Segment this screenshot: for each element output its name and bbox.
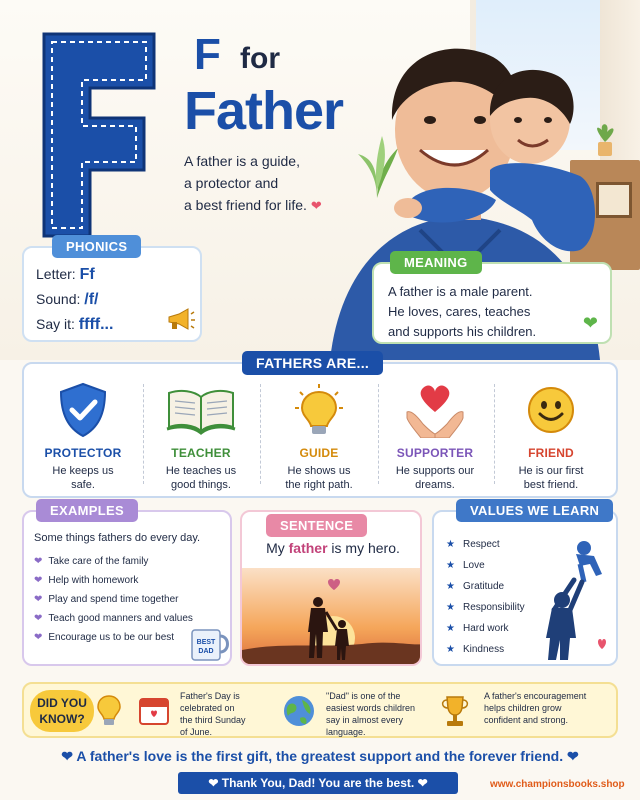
fathers-item-desc-line: He shows us [287, 465, 351, 477]
heart-icon: ❤ [310, 198, 322, 213]
examples-item-text: Encourage us to be our best [48, 632, 175, 643]
star-icon: ★ [446, 644, 455, 655]
smiley-icon [526, 385, 576, 435]
fact-line: say in almost every [326, 715, 404, 725]
lightbulb-icon [96, 694, 122, 728]
closing-message [0, 748, 640, 765]
heart-bullet-icon: ❤ [34, 556, 43, 567]
divider [143, 384, 144, 484]
meaning-heading: MEANING [390, 251, 482, 274]
divider [494, 384, 495, 484]
globe-icon [282, 694, 316, 728]
heart-bullet-icon: ❤ [34, 594, 43, 605]
heart-icon: ❤ [61, 748, 74, 764]
tagline-line-text: a best friend for life. [184, 197, 307, 213]
examples-heading: EXAMPLES [36, 499, 138, 522]
shield-icon [58, 382, 108, 438]
heart-bullet-icon: ❤ [34, 632, 43, 643]
divider [260, 384, 261, 484]
fathers-item-name: TEACHER [171, 446, 231, 460]
star-icon: ★ [446, 581, 455, 592]
fact-encouragement [484, 690, 586, 726]
heart-icon: ❤ [208, 776, 219, 790]
values-item-text: Respect [462, 539, 500, 550]
fathers-item-name: SUPPORTER [396, 446, 474, 460]
did-you-know-label-line: KNOW? [39, 712, 85, 726]
fathers-item-desc-line: the right path. [285, 479, 353, 491]
letter-label: Letter: [36, 266, 76, 282]
list-item [446, 534, 525, 555]
values-item-text: Love [462, 560, 485, 571]
tagline-line: A father is a guide, [184, 153, 300, 169]
sentence-part: My [266, 540, 289, 556]
sound-label: Sound: [36, 291, 81, 307]
values-panel [432, 503, 618, 666]
did-you-know-label [30, 690, 94, 732]
fathers-item-name: PROTECTOR [44, 446, 122, 460]
megaphone-icon [166, 308, 196, 332]
star-icon: ★ [446, 560, 455, 571]
heart-icon: ❤ [566, 748, 579, 764]
trophy-icon [438, 694, 472, 728]
fathers-item-name: FRIEND [528, 446, 574, 460]
fact-dad-word [326, 690, 415, 738]
title-letter: F [194, 30, 221, 79]
thanks-text: Thank You, Dad! You are the best. [221, 776, 415, 790]
list-item [34, 590, 193, 609]
fact-line: easiest words children [326, 703, 416, 713]
list-item [446, 618, 525, 639]
mug-text: DAD [198, 648, 214, 655]
values-item-text: Hard work [462, 623, 509, 634]
thanks-banner [178, 772, 458, 794]
examples-item-text: Help with homework [48, 575, 139, 586]
website-link[interactable]: www.championsbooks.shop [490, 779, 625, 790]
say-row [36, 316, 113, 334]
sentence-part: is my hero. [327, 540, 400, 556]
list-item [446, 597, 525, 618]
values-item-text: Responsibility [462, 602, 525, 613]
fathers-item-desc-line: He is our first [518, 465, 584, 477]
fathers-item-desc-line: He supports our [395, 465, 475, 477]
values-heading: VALUES WE LEARN [456, 499, 613, 522]
star-icon: ★ [446, 539, 455, 550]
fathers-item-desc [146, 464, 256, 492]
star-icon: ★ [446, 623, 455, 634]
examples-item-text: Take care of the family [48, 556, 149, 567]
fathers-item-desc-line: best friend. [523, 479, 579, 491]
sentence-highlight: father [288, 540, 328, 556]
fathers-item-desc [496, 464, 606, 492]
teacher-card [146, 382, 256, 492]
friend-card [496, 382, 606, 492]
meaning-line: He loves, cares, teaches [388, 304, 531, 319]
phonics-heading: PHONICS [52, 235, 141, 258]
guide-card [264, 382, 374, 492]
list-item [34, 628, 193, 647]
meaning-panel [372, 255, 612, 344]
meaning-line: and supports his children. [388, 324, 537, 339]
fact-line: "Dad" is one of the [326, 691, 401, 701]
book-icon [166, 385, 236, 435]
examples-list [34, 552, 193, 647]
sunset-silhouette-illustration [242, 568, 422, 666]
fathers-item-desc [264, 464, 374, 492]
fathers-item-desc-line: He keeps us [52, 465, 114, 477]
fathers-item-desc-line: dreams. [415, 479, 455, 491]
example-sentence [242, 540, 422, 556]
fact-fathers-day [180, 690, 246, 738]
examples-item-text: Teach good manners and values [48, 613, 193, 624]
list-item [34, 609, 193, 628]
did-you-know-panel [22, 682, 618, 738]
list-item [34, 571, 193, 590]
fathers-are-heading: FATHERS ARE... [242, 351, 383, 375]
protector-card [28, 382, 138, 492]
hands-heart-icon [403, 382, 467, 438]
title-for: for [240, 42, 280, 75]
divider [378, 384, 379, 484]
examples-item-text: Play and spend time together [48, 594, 179, 605]
fact-line: of June. [180, 727, 213, 737]
heart-icon: ❤ [417, 776, 428, 790]
values-item-text: Kindness [462, 644, 505, 655]
say-label: Say it: [36, 316, 75, 332]
list-item [446, 639, 525, 660]
letter-row [36, 266, 95, 284]
say-value: ffff... [78, 316, 114, 333]
fathers-item-desc-line: good things. [171, 479, 231, 491]
sentence-panel [240, 510, 422, 666]
sentence-heading: SENTENCE [266, 514, 367, 537]
fathers-item-desc-line: safe. [71, 479, 95, 491]
fact-line: confident and strong. [484, 715, 569, 725]
fact-line: the third Sunday [180, 715, 246, 725]
values-list [446, 534, 525, 660]
meaning-text [388, 282, 588, 342]
meaning-line: A father is a male parent. [388, 284, 533, 299]
fact-line: helps children grow [484, 703, 562, 713]
list-item [446, 555, 525, 576]
best-dad-mug-icon [190, 624, 230, 664]
fathers-item-desc [28, 464, 138, 492]
fact-line: Father's Day is [180, 691, 240, 701]
fact-line: language. [326, 727, 366, 737]
sound-value: /f/ [84, 291, 99, 308]
heart-bullet-icon: ❤ [34, 575, 43, 586]
list-item [34, 552, 193, 571]
closing-text: A father's love is the first gift, the greatest support and the forever friend. [76, 748, 564, 764]
fact-line: A father's encouragement [484, 691, 587, 701]
letter-value: Ff [79, 266, 95, 283]
star-icon: ★ [446, 602, 455, 613]
heart-icon: ❤ [582, 313, 598, 333]
examples-intro: Some things fathers do every day. [34, 532, 201, 544]
lightbulb-icon [294, 382, 344, 438]
phonics-panel [22, 239, 202, 342]
list-item [446, 576, 525, 597]
title-word: Father [184, 81, 344, 141]
examples-panel [22, 503, 232, 666]
fathers-item-desc-line: He teaches us [165, 465, 237, 477]
supporter-card [380, 382, 490, 492]
calendar-icon [138, 694, 170, 726]
big-letter-f [40, 30, 158, 240]
tagline-line: a protector and [184, 175, 279, 191]
fathers-item-desc [380, 464, 490, 492]
did-you-know-label-line: DID YOU [37, 696, 87, 710]
values-item-text: Gratitude [462, 581, 505, 592]
sound-row [36, 291, 98, 309]
fathers-item-name: GUIDE [299, 446, 339, 460]
mug-text: BEST [196, 639, 216, 646]
father-lifting-child-icon [540, 534, 612, 660]
heart-bullet-icon: ❤ [34, 613, 43, 624]
fact-line: celebrated on [180, 703, 235, 713]
fathers-are-panel [22, 355, 618, 498]
